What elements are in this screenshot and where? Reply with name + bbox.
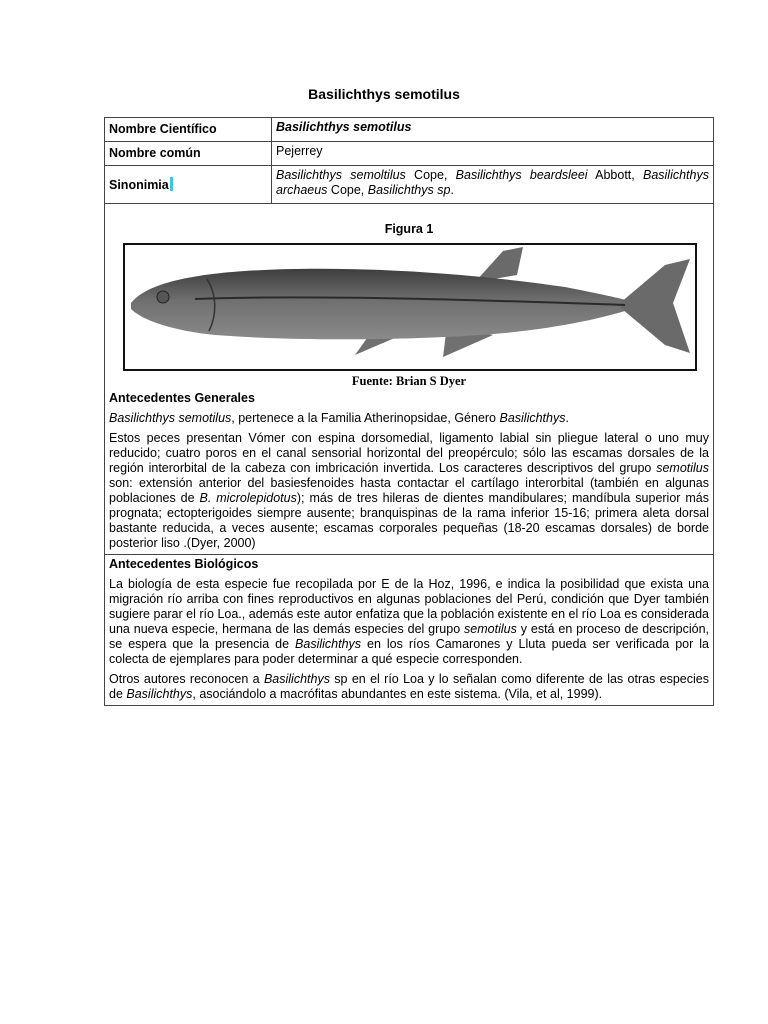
synonym-3-author: Cope, (327, 183, 368, 197)
eye (157, 291, 169, 303)
label-synonyms (105, 166, 272, 204)
generales-paragraph-1 (109, 411, 709, 426)
gp1-end: . (565, 411, 569, 425)
synonym-2: Basilichthys beardsleei (455, 168, 588, 182)
gp2-text-e: ); más de tres hileras de dientes mandibulares; mandíbula superior más prognata; ectopterigoides siempre ausente; branquispinas de la rama inferior 15-16; primera aleta dorsal bastante reducida, a veces ausente; escamas corporales pequeñas (18-20 escamas dorsales) de borde posterior liso .(Dyer, 2000) (109, 491, 710, 550)
label-scientific-name: Nombre Científico (105, 118, 272, 142)
value-synonyms (272, 166, 714, 204)
biologicos-paragraph-2 (109, 672, 709, 702)
bp2-text-e: , asociándolo a macrófitas abundantes en este sistema. (Vila, et al, 1999). (192, 687, 603, 701)
fish-body (131, 269, 630, 340)
bp2-genus-1: Basilichthys (263, 672, 330, 686)
bp1-text-e: en los ríos Camarones y Lluta pueda ser verificada por la colecta de ejemplares para poder determinar a qué especie corresponden. (109, 637, 709, 666)
row-biologicos (105, 555, 714, 706)
generales-paragraph-2 (109, 431, 709, 551)
fish-figure (123, 243, 697, 371)
label-synonyms-text: Sinonimia (109, 177, 169, 192)
heading-generales: Antecedentes Generales (109, 391, 255, 405)
figure-caption: Figura 1 (384, 222, 434, 236)
dorsal-fin (475, 247, 523, 282)
biologicos-paragraph-1 (109, 577, 709, 667)
gp1-species: Basilichthys semotilus (109, 411, 232, 425)
gp1-text: , pertenece a la Familia Atherinopsidae, Género (231, 411, 500, 425)
synonym-2-author: Abbott, (587, 168, 643, 182)
cell-generales (105, 204, 714, 555)
gp2-text-c: son: extensión anterior del basiesfenoides hasta contactar el cartílago interorbital (también en algunas poblaciones de (109, 476, 709, 505)
bp1-genus: Basilichthys (295, 637, 362, 651)
document-title: Basilichthys semotilus (308, 86, 460, 102)
row-generales (105, 204, 714, 555)
bp2-text-c: sp en el río Loa y lo señalan como diferente de las otras especies de (109, 672, 709, 701)
bp1-text-a: La biología de esta especie fue recopilada por E de la Hoz, 1996, e indica la posibilidad que exista una migración río arriba con fines reproductivos en algunas poblaciones del Perú, condición que Dyer también sugiere parar el río Loa., además este autor enfatiza que la población existente en el río Loa es considerada una nueva especie, hermana de las demás especies del grupo (109, 577, 709, 636)
synonym-1-author: Cope, (405, 168, 456, 182)
gp1-genus: Basilichthys (499, 411, 566, 425)
synonym-end: . (450, 183, 454, 197)
text-cursor (170, 177, 173, 191)
species-table (104, 117, 714, 706)
caudal-fin (620, 259, 690, 353)
row-common-name (105, 142, 714, 166)
heading-biologicos: Antecedentes Biológicos (109, 557, 259, 571)
bp2-genus-2: Basilichthys (126, 687, 193, 701)
cell-biologicos (105, 555, 714, 706)
synonym-3: Basilichthys archaeus (276, 168, 709, 197)
gp2-species: B. microlepidotus (199, 491, 297, 505)
bp1-group: semotilus (464, 622, 517, 636)
label-common-name: Nombre común (105, 142, 272, 166)
row-synonyms (105, 166, 714, 204)
row-scientific-name (105, 118, 714, 142)
gp2-group: semotilus (656, 461, 709, 475)
figure-source: Fuente: Brian S Dyer (351, 374, 467, 388)
bp1-text-c: y está en proceso de descripción, se espera que la presencia de (109, 622, 710, 651)
value-common-name: Pejerrey (272, 142, 714, 166)
value-scientific-name: Basilichthys semotilus (272, 118, 714, 142)
bp2-text-a: Otros autores reconocen a (109, 672, 264, 686)
synonym-1: Basilichthys semoltilus (276, 168, 406, 182)
gp2-text-a: Estos peces presentan Vómer con espina dorsomedial, ligamento labial sin pliegue lateral o uno muy reducido; cuatro poros en el canal sensorial horizontal del preopérculo; sólo las escamas dorsales de la región interorbital de la cabeza con imbricación invertida. Los caracteres descriptivos del grupo (109, 431, 709, 475)
synonym-4: Basilichthys sp (367, 183, 451, 197)
fish-illustration (125, 245, 695, 365)
